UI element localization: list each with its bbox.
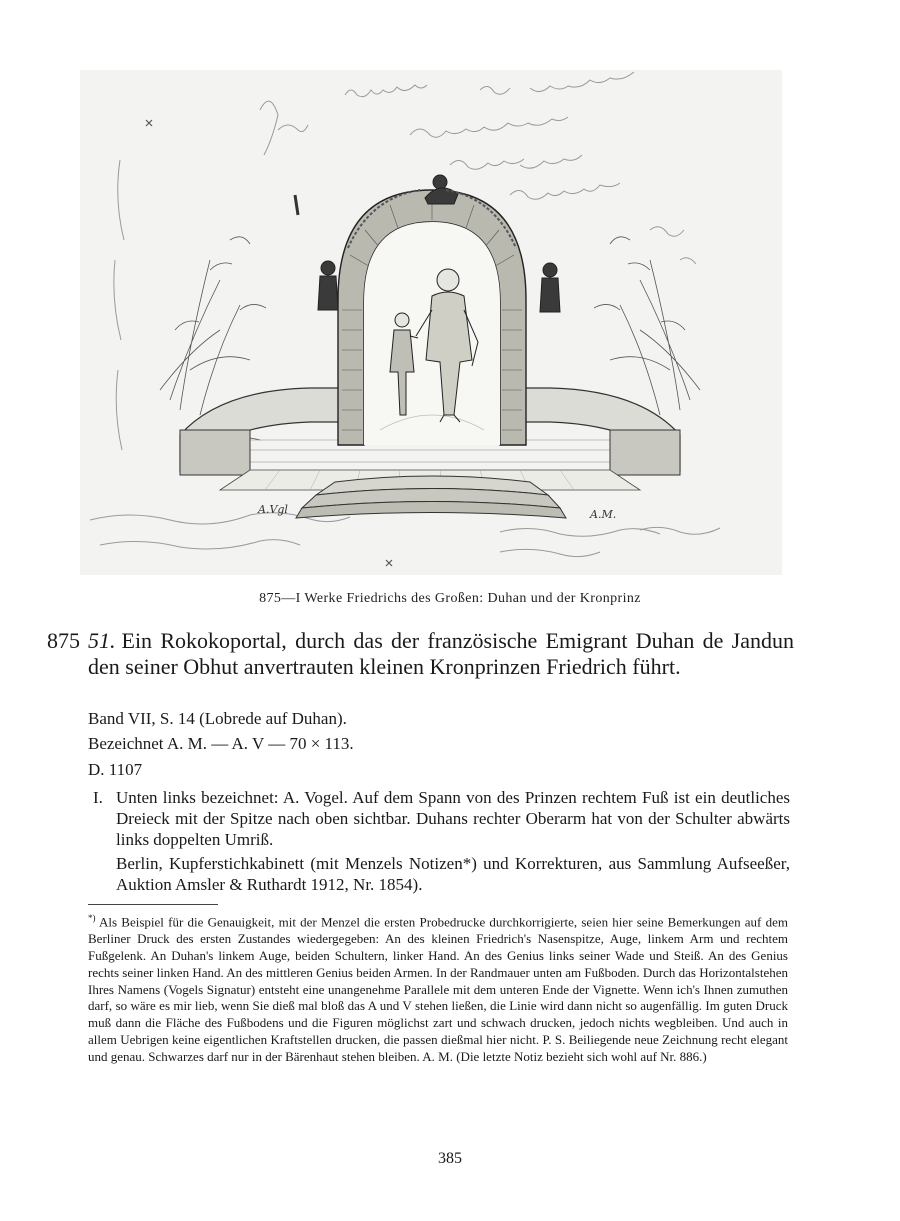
figure-caption: 875—I Werke Friedrichs des Großen: Duhan und der Kronprinz	[259, 591, 641, 606]
page-number: 385	[438, 1150, 462, 1167]
catalogue-number: 875	[47, 628, 80, 653]
footnote	[88, 910, 788, 1066]
engraving-plate	[80, 70, 782, 575]
left-bench-end	[180, 430, 250, 475]
marking-dimensions: Bezeichnet A. M. — A. V — 70 × 113.	[88, 734, 354, 753]
state-description: Unten links bezeichnet: A. Vogel. Auf dem Spann von des Prinzen rechtem Fuß ist ein deutliches Dreieck mit der Spitze nach oben sichtbar. Duhans rechter Oberarm hat von der Schulter abwärts links doppelten Umriß.	[116, 788, 790, 849]
right-shrubbery	[594, 237, 700, 415]
footnote-mark: *)	[88, 913, 96, 923]
entry-index: 51.	[88, 628, 116, 653]
entry-title-block	[88, 628, 794, 680]
genius-right	[540, 263, 560, 312]
volume-reference: Band VII, S. 14 (Lobrede auf Duhan).	[88, 709, 347, 728]
right-bench-end	[610, 430, 680, 475]
d-number: D. 1107	[88, 760, 143, 779]
collection-note: Berlin, Kupferstichkabinett (mit Menzels Notizen*) und Korrekturen, aus Sammlung Aufseeßer, Auktion Amsler & Ruthardt 1912, Nr. 1854).	[116, 854, 790, 894]
rococo-portal-illustration	[80, 70, 782, 575]
footnote-divider	[88, 904, 218, 905]
pencil-stroke	[295, 195, 298, 215]
footnote-text: Als Beispiel für die Genauigkeit, mit der Menzel die ersten Probedrucke durchkorrigierte, seien hier seine Bemerkungen auf dem Berliner Druck des ersten Zustandes wiedergegeben: An des kleinen Friedrich's Nasenspitze, Auge, linkem Arm und rechtem Fußgelenk. An Duhan's linkem Auge, beiden Schultern, linker Hand. An des Genius links seiner Wade und Steiß. An des Genius rechts seiner linken Hand. An des mittleren Genius beiden Armen. In der Randmauer unten am Fußboden. Durch das Horizontalstehen Ihres Namens (Vogels Signatur) entsteht eine unangenehme Parallele mit dem unteren Ende der Vignette. Wenn ich's Ihnen zumuthen darf, so wäre es mir lieb, wenn Sie dieß mal bloß das A und V stehen ließen, die Linie wird dann nicht so augenfällig. Im guten Druck muß dann die Fläche des Fußbodens und die Figuren möglichst zart und schwach drucken, jedoch nichts wegbleiben. Und auch in allem Uebrigen keine eigentlichen Kraftstellen drucken, die passen dießmal hier nicht. P. S. Beiliegende neue Zeichnung recht elegant und genau. Schwarzes darf nur in der Bärenhaut stehen bleiben. A. M. (Die letzte Notiz bezieht sich wohl auf Nr. 886.)	[88, 914, 789, 1064]
state-label: I.	[93, 788, 103, 807]
entry-title: Ein Rokokoportal, durch das der französische Emigrant Duhan de Jandun den seiner Obhut anvertrauten kleinen Kronprinzen Friedrich führt.	[88, 628, 794, 679]
signature-vogel: A.Vgl	[258, 503, 288, 516]
genius-left	[318, 261, 338, 310]
signature-menzel: A.M.	[590, 508, 617, 521]
